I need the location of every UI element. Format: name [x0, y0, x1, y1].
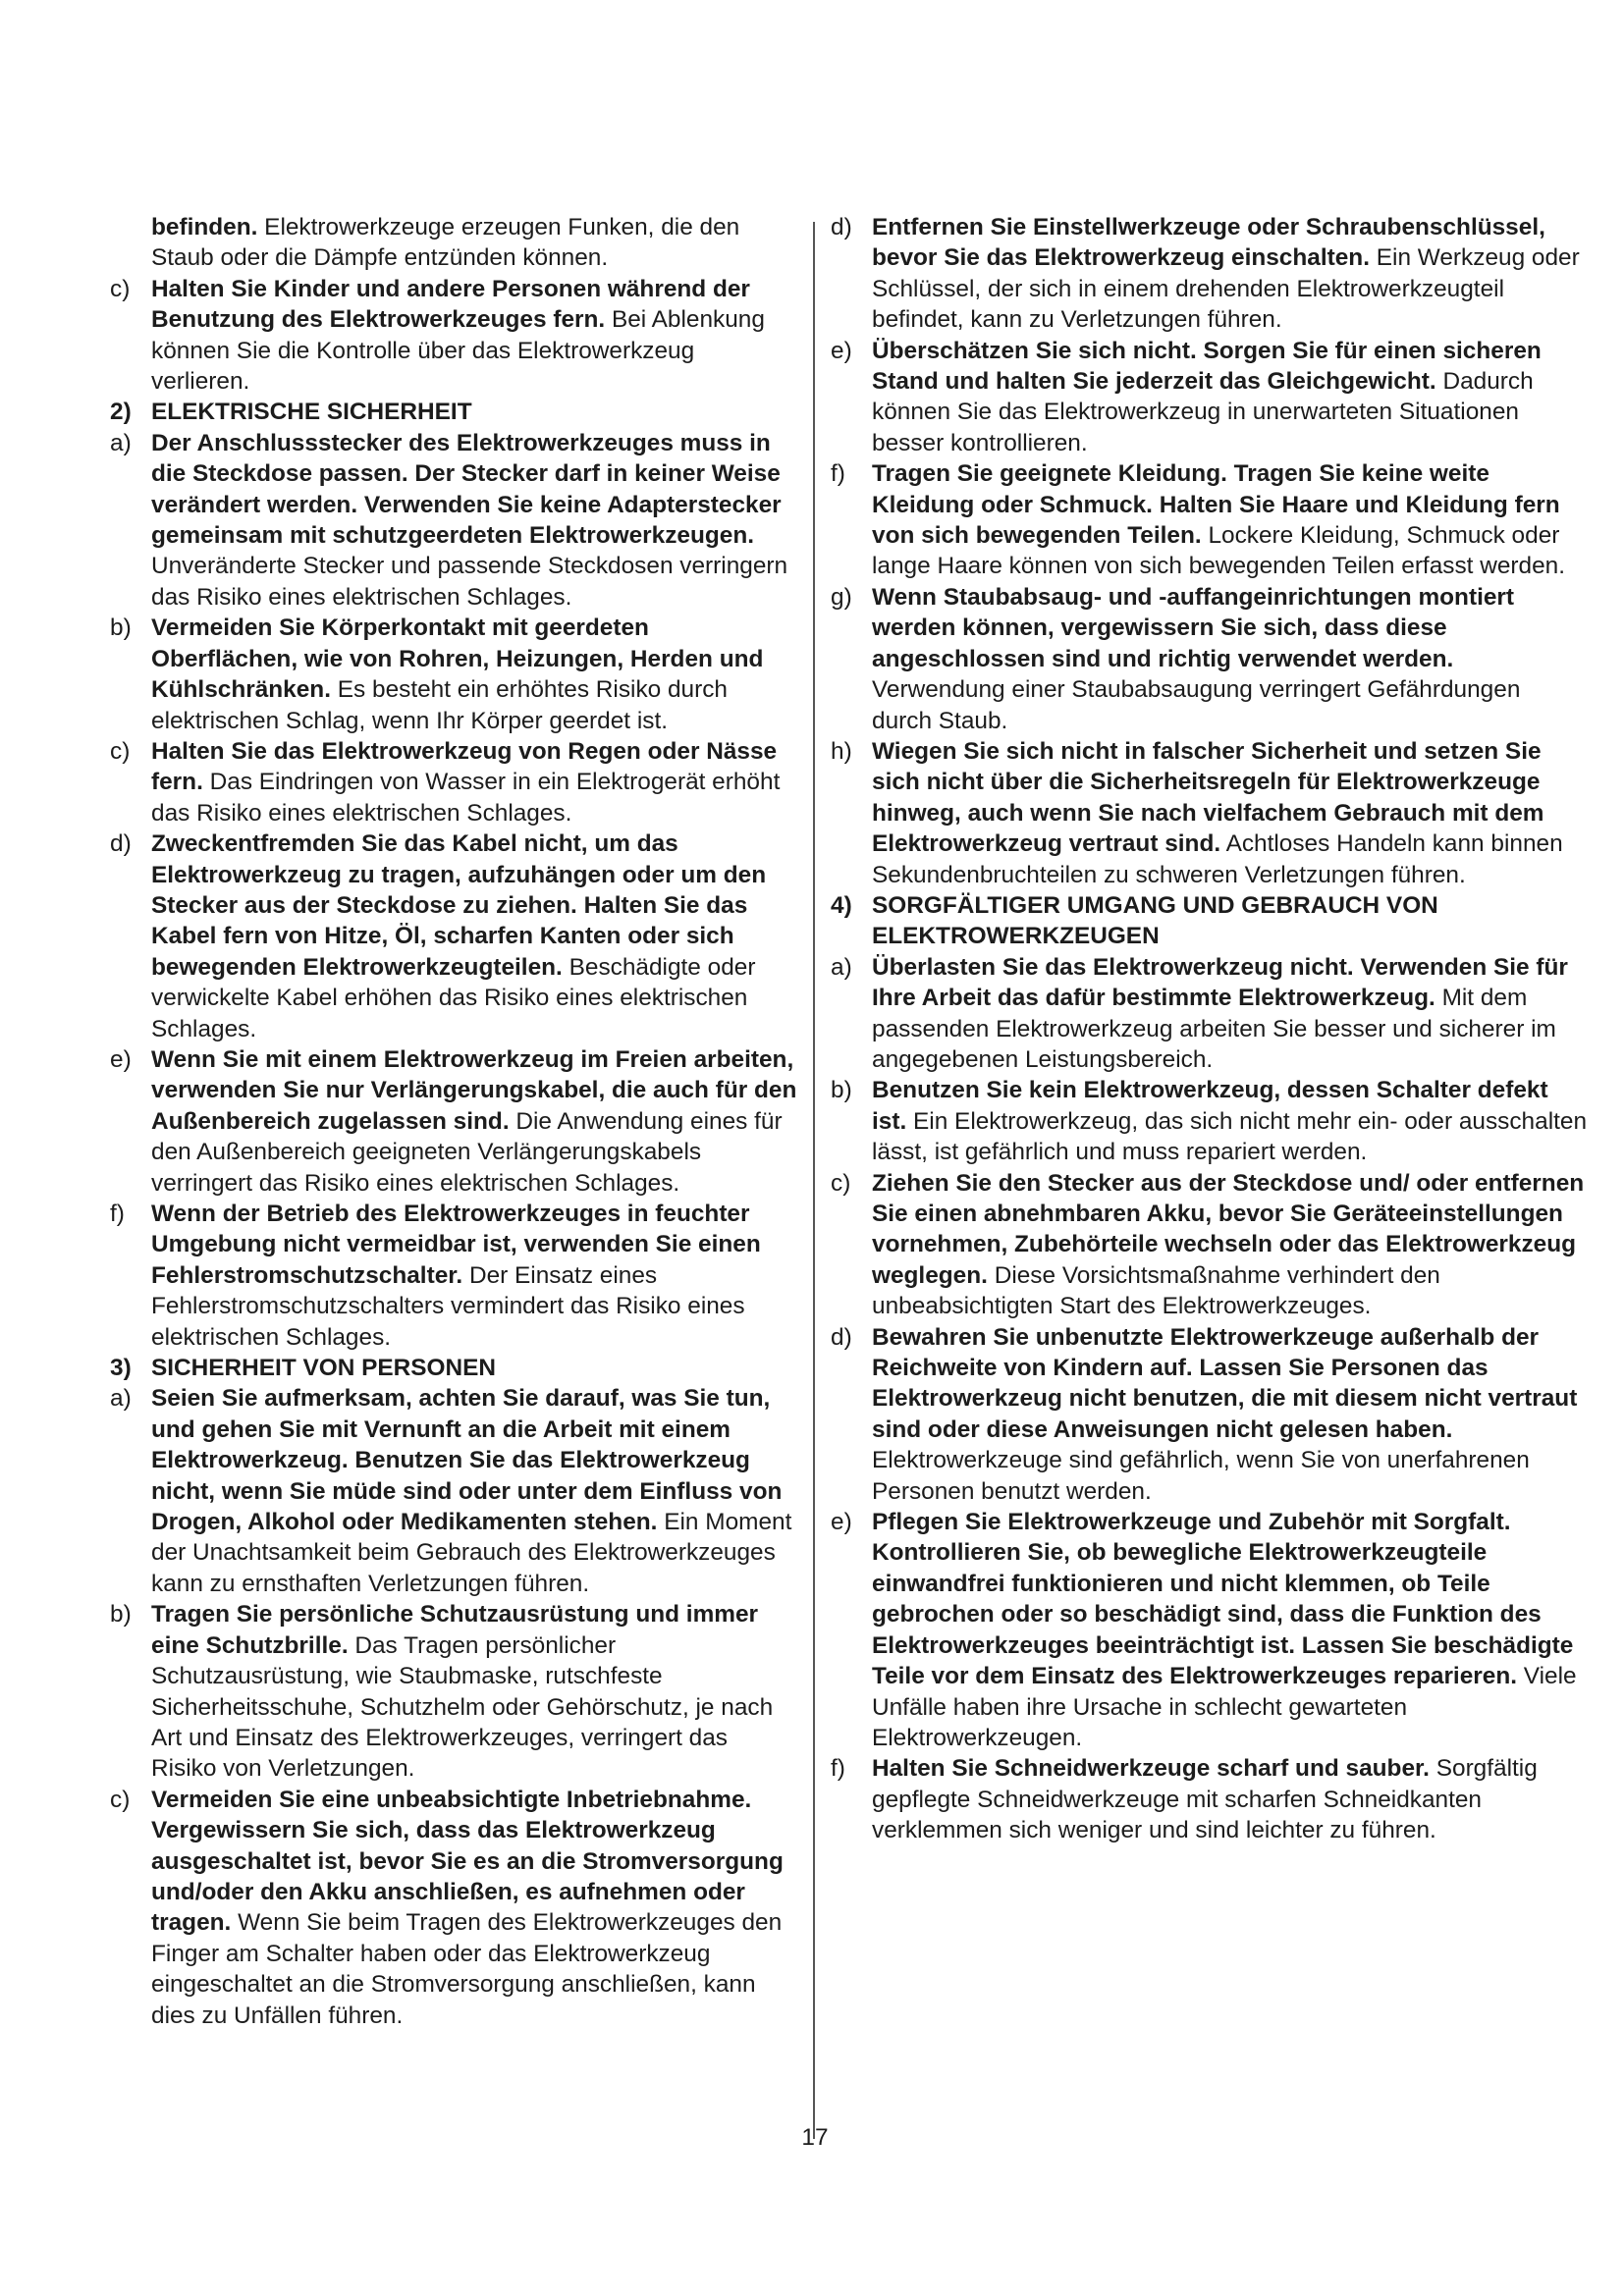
item-bold: Benutzen Sie kein Elektrowerkzeug, dessen Schalter defekt ist. [872, 1077, 1548, 1135]
list-item [110, 736, 797, 828]
item-text: Das Eindringen von Wasser in ein Elektrogerät erhöht das Risiko eines elektrischen Schlages. [151, 769, 781, 827]
item-text: Ein Moment der Unachtsamkeit beim Gebrauch des Elektrowerkzeuges kann zu ernsthaften Verletzungen führen. [151, 1509, 792, 1597]
left-column [110, 212, 797, 2031]
item-text: Verwendung einer Staubabsaugung verringert Gefährdungen durch Staub. [872, 676, 1521, 734]
item-marker: b) [110, 614, 132, 642]
list-item [110, 1199, 797, 1353]
section-title: SORGFÄLTIGER UMGANG UND GEBRAUCH VON ELEKTROWERKZEUGEN [872, 891, 1438, 950]
list-item [831, 1507, 1587, 1753]
item-text: Beschädigte oder verwickelte Kabel erhöhen das Risiko eines elektrischen Schlages. [151, 953, 756, 1042]
item-bold: Überlasten Sie das Elektrowerkzeug nicht. Verwenden Sie für Ihre Arbeit das dafür bestimmte Elektrowerkzeug. [872, 953, 1568, 1012]
item-text: Bei Ablenkung können Sie die Kontrolle über das Elektrowerkzeug verlieren. [151, 306, 765, 396]
item-text: Sorgfältig gepflegte Schneidwerkzeuge mit scharfen Schneidkanten verklemmen sich weniger und sind leichter zu führen. [872, 1755, 1538, 1844]
item-bold: Halten Sie das Elektrowerkzeug von Regen oder Nässe fern. [151, 737, 778, 796]
item-text: Viele Unfälle haben ihre Ursache in schlecht gewarteten Elektrowerkzeugen. [872, 1663, 1577, 1751]
list-item [831, 1168, 1587, 1322]
section-heading-electrical [110, 397, 797, 427]
list-item [831, 952, 1587, 1076]
list-item [831, 582, 1587, 736]
item-bold: Vermeiden Sie eine unbeabsichtigte Inbetriebnahme. Vergewissern Sie sich, dass das Elektrowerkzeug ausgeschaltet ist, bevor Sie es an die Stromversorgung und/oder den Akku anschließen, es aufnehmen oder tragen. [151, 1786, 784, 1937]
item-text: Der Einsatz eines Fehlerstromschutzschalters vermindert das Risiko eines elektrischen Schlages. [151, 1261, 745, 1351]
right-column [831, 212, 1587, 1846]
item-bold: Tragen Sie geeignete Kleidung. Tragen Sie keine weite Kleidung oder Schmuck. Halten Sie Haare und Kleidung fern von sich bewegenden Teilen. [872, 460, 1560, 550]
item-bold: Wiegen Sie sich nicht in falscher Sicherheit und setzen Sie sich nicht über die Sicherheitsregeln für Elektrowerkzeuge hinweg, auch wenn Sie nach vielfachem Gebrauch mit dem Elektrowerkzeug vertraut sind. [872, 737, 1544, 858]
item-text: Mit dem passenden Elektrowerkzeug arbeiten Sie besser und sicherer im angegebenen Leistungsbereich. [872, 985, 1556, 1073]
list-item [110, 1383, 797, 1599]
item-marker: f) [831, 460, 845, 488]
list-item [831, 1753, 1587, 1845]
item-text: Es besteht ein erhöhtes Risiko durch elektrischen Schlag, wenn Ihr Körper geerdet ist. [151, 676, 729, 734]
item-bold: Tragen Sie persönliche Schutzausrüstung und immer eine Schutzbrille. [151, 1601, 759, 1659]
item-text: Achtloses Handeln kann binnen Sekundenbruchteilen zu schweren Verletzungen führen. [872, 830, 1563, 888]
continuation-bold: befinden. [151, 214, 258, 240]
item-marker: c) [110, 275, 131, 302]
item-marker: a) [110, 429, 132, 456]
item-marker: h) [831, 737, 852, 765]
continuation-text: Elektrowerkzeuge erzeugen Funken, die den Staub oder die Dämpfe entzünden können. [151, 214, 740, 272]
item-bold: Zweckentfremden Sie das Kabel nicht, um das Elektrowerkzeug zu tragen, aufzuhängen oder um den Stecker aus der Steckdose zu ziehen. Halten Sie das Kabel fern von Hitze, Öl, scharfen Kanten oder sich bewegenden Elektrowerkzeugteilen. [151, 830, 767, 981]
item-marker: f) [831, 1755, 845, 1783]
list-item [110, 428, 797, 613]
list-item [110, 1599, 797, 1784]
list-item [831, 736, 1587, 890]
item-marker: c) [110, 737, 131, 765]
section-number: 3) [110, 1355, 132, 1382]
section-title: ELEKTRISCHE SICHERHEIT [151, 399, 472, 426]
list-item [110, 613, 797, 736]
item-text: Dadurch können Sie das Elektrowerkzeug in unerwarteten Situationen besser kontrollieren. [872, 368, 1534, 456]
item-marker: c) [110, 1786, 131, 1813]
list-item [831, 212, 1587, 336]
item-bold: Ziehen Sie den Stecker aus der Steckdose und/ oder entfernen Sie einen abnehmbaren Akku, bevor Sie Geräteeinstellungen vornehmen, Zubehörteile wechseln oder das Elektrowerkzeug weglegen. [872, 1169, 1585, 1289]
column-divider [813, 222, 815, 2139]
item-bold: Seien Sie aufmerksam, achten Sie darauf, was Sie tun, und gehen Sie mit Vernunft an die Arbeit mit einem Elektrowerkzeug. Benutzen Sie das Elektrowerkzeug nicht, wenn Sie müde sind oder unter dem Einfluss von Drogen, Alkohol oder Medikamenten stehen. [151, 1385, 783, 1536]
item-text: Lockere Kleidung, Schmuck oder lange Haare können von sich bewegenden Teilen erfasst werden. [872, 522, 1565, 580]
item-marker: d) [110, 830, 132, 858]
item-text: Unveränderte Stecker und passende Steckdosen verringern das Risiko eines elektrischen Schlages. [151, 553, 788, 611]
item-bold: Wenn der Betrieb des Elektrowerkzeuges in feuchter Umgebung nicht vermeidbar ist, verwenden Sie einen Fehlerstromschutzschalter. [151, 1201, 761, 1289]
item-text: Ein Werkzeug oder Schlüssel, der sich in einem drehenden Elektrowerkzeugteil befindet, kann zu Verletzungen führen. [872, 244, 1580, 334]
item-marker: b) [831, 1077, 852, 1104]
item-marker: g) [831, 583, 852, 611]
item-marker: e) [831, 1509, 852, 1536]
item-bold: Bewahren Sie unbenutzte Elektrowerkzeuge außerhalb der Reichweite von Kindern auf. Lassen Sie Personen das Elektrowerkzeug nicht benutzen, die mit diesem nicht vertraut sind oder diese Anweisungen nicht gelesen haben. [872, 1323, 1578, 1443]
item-bold: Entfernen Sie Einstellwerkzeuge oder Schraubenschlüssel, bevor Sie das Elektrowerkzeug einschalten. [872, 214, 1545, 272]
continuation-paragraph [110, 212, 797, 274]
item-marker: a) [110, 1385, 132, 1413]
item-text: Die Anwendung eines für den Außenbereich geeigneten Verlängerungskabels verringert das Risiko eines elektrischen Schlages. [151, 1107, 783, 1197]
item-bold: Wenn Sie mit einem Elektrowerkzeug im Freien arbeiten, verwenden Sie nur Verlängerungskabel, die auch für den Außenbereich zugelassen sind. [151, 1045, 797, 1135]
item-text: Ein Elektrowerkzeug, das sich nicht mehr ein- oder ausschalten lässt, ist gefährlich und muss repariert werden. [872, 1107, 1588, 1166]
item-bold: Wenn Staubabsaug- und -auffangeinrichtungen montiert werden können, vergewissern Sie sich, dass diese angeschlossen sind und richtig verwendet werden. [872, 583, 1515, 672]
item-marker: e) [831, 337, 852, 364]
page-number: 17 [801, 2124, 829, 2151]
item-text: Wenn Sie beim Tragen des Elektrowerkzeuges den Finger am Schalter haben oder das Elektrowerkzeug eingeschaltet an die Stromversorgung anschließen, kann dies zu Unfällen führen. [151, 1909, 783, 2029]
item-marker: c) [831, 1169, 851, 1197]
list-item [110, 1785, 797, 2031]
item-marker: e) [110, 1045, 132, 1073]
item-marker: f) [110, 1201, 125, 1227]
item-bold: Überschätzen Sie sich nicht. Sorgen Sie für einen sicheren Stand und halten Sie jederzeit das Gleichgewicht. [872, 337, 1542, 396]
section-title: SICHERHEIT VON PERSONEN [151, 1355, 497, 1382]
section-number: 2) [110, 399, 132, 426]
item-marker: a) [831, 953, 852, 981]
item-bold: Halten Sie Schneidwerkzeuge scharf und sauber. [872, 1755, 1430, 1783]
list-item [110, 274, 797, 398]
list-item [831, 1075, 1587, 1167]
list-item [831, 336, 1587, 459]
list-item [110, 828, 797, 1044]
section-heading-tool-care [831, 890, 1587, 952]
list-item [831, 1322, 1587, 1507]
list-item [110, 1044, 797, 1199]
item-bold: Pflegen Sie Elektrowerkzeuge und Zubehör mit Sorgfalt. Kontrollieren Sie, ob bewegliche Elektrowerkzeugteile einwandfrei funktionieren und nicht klemmen, ob Teile gebrochen oder so beschädigt sind, dass die Funktion des Elektrowerkzeuges beeinträchtigt ist. Lassen Sie beschädigte Teile vor dem Einsatz des Elektrowerkzeuges reparieren. [872, 1509, 1574, 1690]
item-bold: Halten Sie Kinder und andere Personen während der Benutzung des Elektrowerkzeuges fern. [151, 275, 750, 334]
item-marker: b) [110, 1601, 132, 1629]
section-number: 4) [831, 891, 852, 919]
item-marker: d) [831, 214, 852, 240]
list-item [831, 458, 1587, 582]
section-heading-personal-safety [110, 1353, 797, 1383]
item-marker: d) [831, 1323, 852, 1351]
item-text: Diese Vorsichtsmaßnahme verhindert den unbeabsichtigten Start des Elektrowerkzeuges. [872, 1261, 1440, 1320]
item-bold: Der Anschlussstecker des Elektrowerkzeuges muss in die Steckdose passen. Der Stecker darf in keiner Weise verändert werden. Verwenden Sie keine Adapterstecker gemeinsam mit schutzgeerdeten Elektrowerkzeugen. [151, 429, 782, 550]
item-text: Elektrowerkzeuge sind gefährlich, wenn Sie von unerfahrenen Personen benutzt werden. [872, 1447, 1530, 1505]
item-text: Das Tragen persönlicher Schutzausrüstung, wie Staubmaske, rutschfeste Sicherheitsschuhe, Schutzhelm oder Gehörschutz, je nach Art und Einsatz des Elektrowerkzeuges, verringert das Risiko von Verletzungen. [151, 1631, 774, 1783]
item-bold: Vermeiden Sie Körperkontakt mit geerdeten Oberflächen, wie von Rohren, Heizungen, Herden und Kühlschränken. [151, 614, 764, 704]
